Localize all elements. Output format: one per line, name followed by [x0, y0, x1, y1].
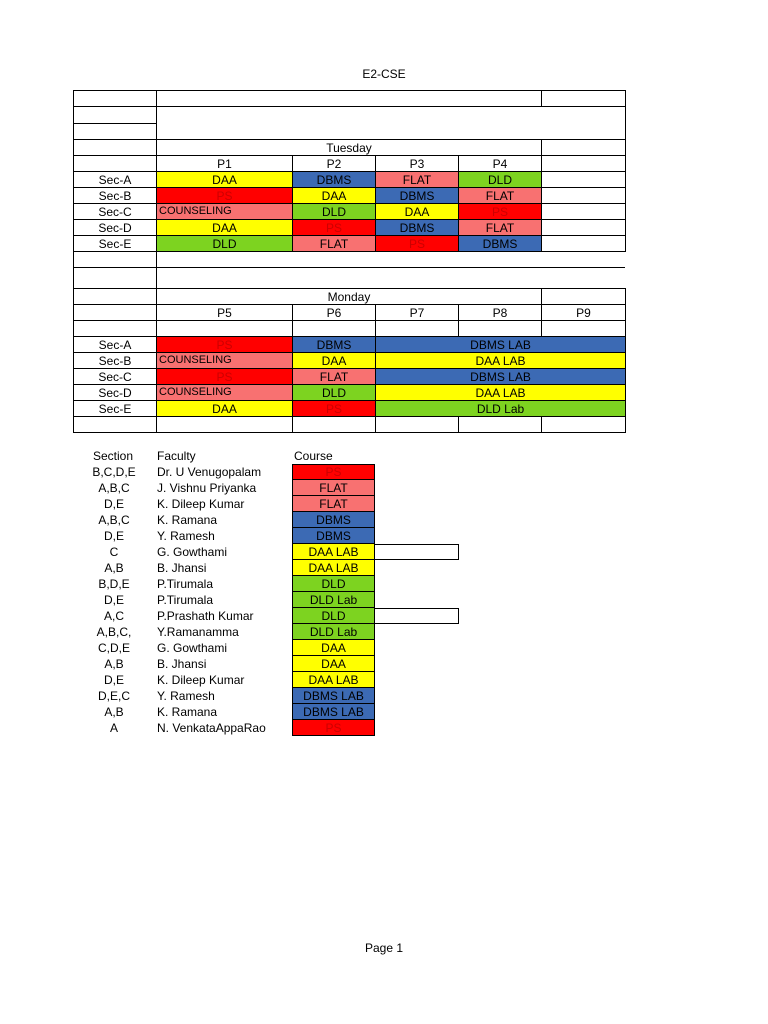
legend-faculty: J. Vishnu Priyanka	[157, 481, 257, 495]
blank-cell	[73, 267, 157, 289]
blank-cell	[73, 155, 157, 172]
legend-section: D,E	[103, 593, 124, 607]
legend-row	[0, 560, 768, 576]
course-cell: DAA	[156, 400, 293, 417]
blank-cell	[541, 288, 626, 305]
page-footer: Page 1	[364, 941, 404, 955]
legend-course: DAA	[292, 640, 375, 656]
legend-row	[0, 720, 768, 736]
legend-row	[0, 688, 768, 704]
course-cell: PS	[292, 219, 376, 236]
legend-section: B,D,E	[98, 577, 130, 591]
legend-section: D,E	[103, 529, 124, 543]
section-label: Sec-D	[73, 219, 157, 236]
legend-course: DBMS	[292, 528, 375, 544]
blank-cell	[156, 106, 626, 140]
course-cell: FLAT	[458, 219, 542, 236]
legend-section: B,C,D,E	[92, 465, 136, 479]
legend-course: DBMS LAB	[292, 688, 375, 704]
period-header: P7	[375, 304, 459, 321]
legend-course: DLD Lab	[292, 624, 375, 640]
blank-cell	[156, 90, 542, 107]
legend-course: DAA	[292, 656, 375, 672]
course-cell: FLAT	[458, 187, 542, 204]
blank-cell	[375, 416, 459, 433]
course-cell: DBMS	[375, 187, 459, 204]
legend-course: DLD Lab	[292, 592, 375, 608]
course-cell: DBMS	[458, 235, 542, 252]
blank-cell	[73, 90, 157, 107]
section-label: Sec-C	[73, 368, 157, 385]
legend-header-section: Section	[93, 449, 134, 463]
lab-cell: DAA LAB	[375, 352, 626, 369]
section-label: Sec-A	[73, 336, 157, 353]
course-cell: PS	[156, 368, 293, 385]
course-cell: DBMS	[292, 336, 376, 353]
legend-row	[0, 592, 768, 608]
legend-row	[0, 544, 768, 560]
legend-course: DLD	[292, 576, 375, 592]
blank-cell	[458, 416, 542, 433]
blank-cell	[541, 187, 626, 204]
grid-line	[156, 251, 625, 252]
section-label: Sec-A	[73, 171, 157, 188]
legend-faculty: P.Prashath Kumar	[157, 609, 254, 623]
period-header: P8	[458, 304, 542, 321]
page-title: E2-CSE	[362, 67, 406, 81]
legend-section: A,B,C	[98, 481, 130, 495]
lab-cell: DLD Lab	[375, 400, 626, 417]
course-cell: DAA	[292, 187, 376, 204]
legend-course: DAA LAB	[292, 544, 375, 560]
legend-faculty: G. Gowthami	[157, 641, 228, 655]
course-cell: FLAT	[375, 171, 459, 188]
period-header: P4	[458, 155, 542, 172]
legend-course: DLD	[292, 608, 375, 624]
blank-cell	[541, 171, 626, 188]
blank-cell	[541, 320, 626, 337]
course-cell: DBMS	[292, 171, 376, 188]
legend-section: C,D,E	[97, 641, 130, 655]
blank-cell	[292, 320, 376, 337]
legend-section: A,B	[104, 561, 124, 575]
period-header: P6	[292, 304, 376, 321]
day-label-monday: Monday	[156, 288, 542, 305]
legend-faculty: Y. Ramesh	[157, 529, 215, 543]
course-cell: PS	[458, 203, 542, 220]
legend-row	[0, 464, 768, 480]
blank-cell	[375, 320, 459, 337]
legend-faculty: K. Ramana	[157, 513, 218, 527]
blank-cell	[73, 123, 157, 140]
course-cell: DLD	[292, 384, 376, 401]
legend-row	[0, 512, 768, 528]
blank-cell	[156, 320, 293, 337]
period-header: P9	[541, 304, 626, 321]
legend-section: D,E,C	[97, 689, 130, 703]
legend-course: PS	[292, 464, 375, 480]
blank-cell	[541, 416, 626, 433]
legend-faculty: K. Dileep Kumar	[157, 497, 245, 511]
legend-faculty: B. Jhansi	[157, 561, 207, 575]
course-cell: DLD	[156, 235, 293, 252]
course-cell: PS	[375, 235, 459, 252]
course-cell: DAA	[292, 352, 376, 369]
legend-section: A,B	[104, 705, 124, 719]
legend-row	[0, 528, 768, 544]
blank-cell	[541, 90, 626, 107]
section-label: Sec-C	[73, 203, 157, 220]
course-cell: FLAT	[292, 235, 376, 252]
lab-cell: DAA LAB	[375, 384, 626, 401]
course-cell: DLD	[292, 203, 376, 220]
course-cell: COUNSELING	[156, 352, 293, 369]
legend-row	[0, 640, 768, 656]
legend-faculty: Y. Ramesh	[157, 689, 215, 703]
course-cell: DAA	[156, 219, 293, 236]
legend-faculty: P.Tirumala	[157, 593, 214, 607]
blank-cell	[73, 416, 157, 433]
legend-section: A,B,C	[98, 513, 130, 527]
legend-faculty: B. Jhansi	[157, 657, 207, 671]
course-cell: COUNSELING	[156, 203, 293, 220]
legend-row	[0, 576, 768, 592]
blank-cell	[73, 304, 157, 321]
section-label: Sec-E	[73, 400, 157, 417]
legend-blank-cell	[375, 544, 459, 560]
blank-cell	[73, 106, 157, 124]
legend-section: C	[109, 545, 119, 559]
section-label: Sec-E	[73, 235, 157, 252]
course-cell: FLAT	[292, 368, 376, 385]
section-label: Sec-B	[73, 187, 157, 204]
legend-faculty: N. VenkataAppaRao	[157, 721, 266, 735]
legend-row	[0, 672, 768, 688]
legend-header-faculty: Faculty	[157, 449, 196, 463]
day-label-tuesday: Tuesday	[156, 139, 542, 156]
legend-course: DAA LAB	[292, 672, 375, 688]
legend-section: D,E	[103, 497, 124, 511]
legend-row	[0, 480, 768, 496]
legend-section: A,C	[103, 609, 124, 623]
legend-faculty: G. Gowthami	[157, 545, 228, 559]
legend-course: DBMS	[292, 512, 375, 528]
grid-line	[156, 267, 625, 268]
period-header: P1	[156, 155, 293, 172]
legend-blank-cell	[375, 608, 459, 624]
legend-course: PS	[292, 720, 375, 736]
lab-cell: DBMS LAB	[375, 336, 626, 353]
timetable-grid	[73, 90, 625, 433]
blank-cell	[458, 320, 542, 337]
blank-cell	[73, 320, 157, 337]
course-cell: PS	[156, 336, 293, 353]
legend-section: D,E	[103, 673, 124, 687]
section-label: Sec-D	[73, 384, 157, 401]
legend-header-course: Course	[294, 449, 333, 463]
blank-cell	[292, 416, 376, 433]
legend-row	[0, 608, 768, 624]
legend-faculty: Y.Ramanamma	[157, 625, 239, 639]
legend-faculty: K. Ramana	[157, 705, 218, 719]
blank-cell	[73, 139, 157, 156]
legend-course: DAA LAB	[292, 560, 375, 576]
blank-cell	[541, 235, 626, 252]
section-label: Sec-B	[73, 352, 157, 369]
legend-section: A,B	[104, 657, 124, 671]
blank-cell	[73, 251, 157, 268]
period-header: P2	[292, 155, 376, 172]
legend-faculty: Dr. U Venugopalam	[157, 465, 262, 479]
course-cell: PS	[156, 187, 293, 204]
legend-section: A,B,C,	[96, 625, 132, 639]
blank-cell	[541, 155, 626, 172]
blank-cell	[156, 416, 293, 433]
course-cell: DAA	[156, 171, 293, 188]
blank-cell	[73, 288, 157, 305]
legend-course: FLAT	[292, 496, 375, 512]
legend-row	[0, 496, 768, 512]
blank-cell	[541, 203, 626, 220]
course-cell: COUNSELING	[156, 384, 293, 401]
legend-row	[0, 704, 768, 720]
course-cell: DAA	[375, 203, 459, 220]
legend-row	[0, 624, 768, 640]
blank-cell	[541, 139, 626, 156]
legend-faculty: K. Dileep Kumar	[157, 673, 245, 687]
legend-section: A	[109, 721, 118, 735]
legend-row	[0, 656, 768, 672]
course-cell: DBMS	[375, 219, 459, 236]
period-header: P5	[156, 304, 293, 321]
legend-course: FLAT	[292, 480, 375, 496]
period-header: P3	[375, 155, 459, 172]
course-cell: PS	[292, 400, 376, 417]
legend-course: DBMS LAB	[292, 704, 375, 720]
legend-faculty: P.Tirumala	[157, 577, 214, 591]
course-cell: DLD	[458, 171, 542, 188]
lab-cell: DBMS LAB	[375, 368, 626, 385]
blank-cell	[541, 219, 626, 236]
